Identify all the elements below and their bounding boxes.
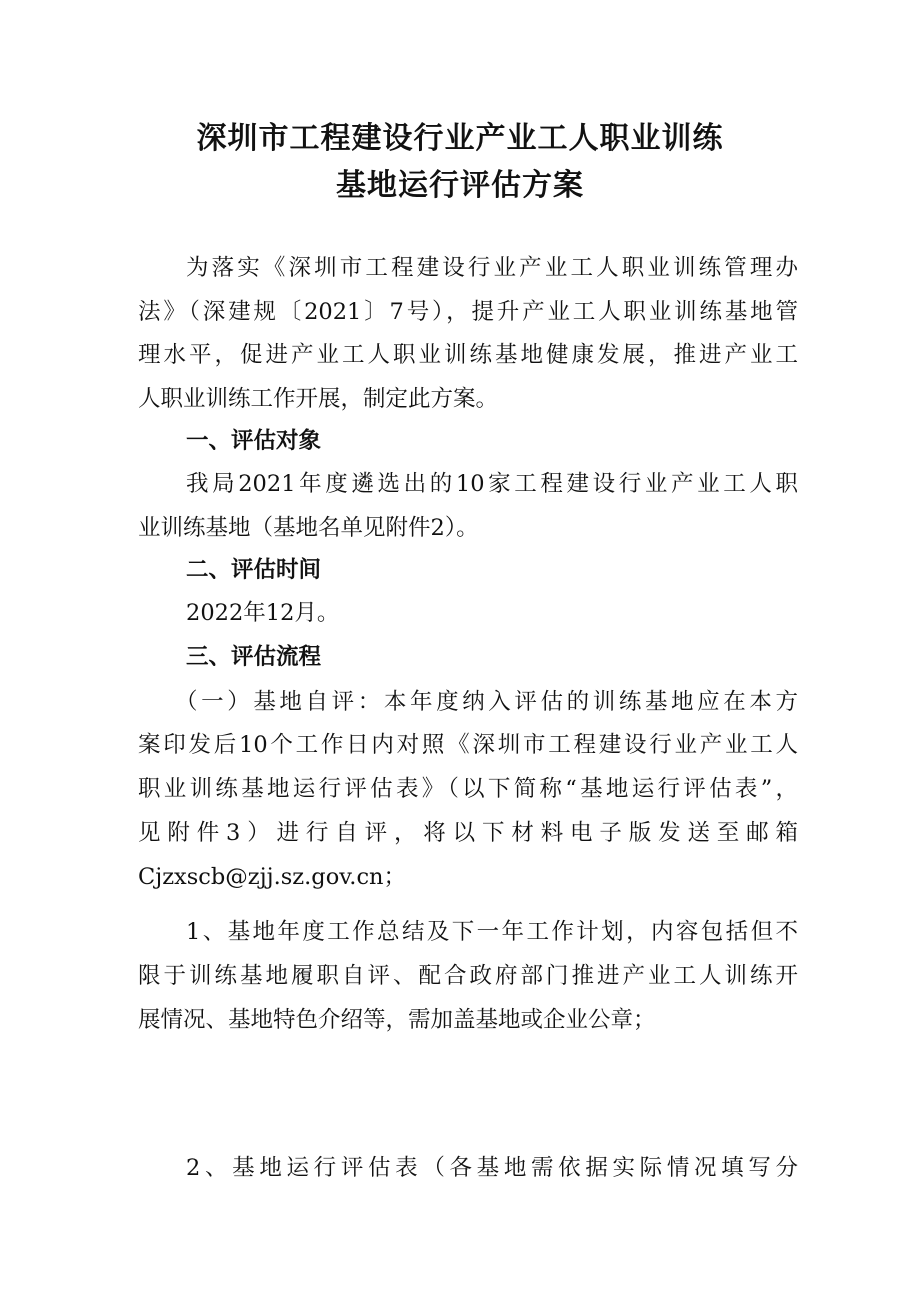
intro-line-1: 为落实《深圳市工程建设行业产业工人职业训练管理办 xyxy=(186,255,798,281)
section3-para1-email: Cjzxscb@zjj.sz.gov.cn； xyxy=(138,864,407,890)
section3-para1-line-1: （一）基地自评：本年度纳入评估的训练基地应在本方 xyxy=(175,689,798,715)
section1-line-1: 我局2021年度遴选出的10家工程建设行业产业工人职 xyxy=(186,471,798,497)
section3-para1-line-4: 见附件3）进行自评，将以下材料电子版发送至邮箱 xyxy=(138,820,798,846)
section-heading-evaluation-target: 一、评估对象 xyxy=(186,428,322,454)
intro-line-2: 法》（深建规〔2021〕7号），提升产业工人职业训练基地管 xyxy=(138,299,798,325)
section3-para1-line-2: 案印发后10个工作日内对照《深圳市工程建设行业产业工人 xyxy=(138,732,798,758)
item1-line-1: 1、基地年度工作总结及下一年工作计划，内容包括但不 xyxy=(186,919,798,945)
item2-line-1: 2、基地运行评估表（各基地需依据实际情况填写分 xyxy=(186,1155,798,1181)
document-title-line-1: 深圳市工程建设行业产业工人职业训练 xyxy=(196,121,724,156)
item1-line-3: 展情况、基地特色介绍等，需加盖基地或企业公章； xyxy=(138,1007,656,1033)
item1-line-2: 限于训练基地履职自评、配合政府部门推进产业工人训练开 xyxy=(138,963,798,989)
intro-line-4: 人职业训练工作开展，制定此方案。 xyxy=(138,386,499,412)
intro-line-3: 理水平，促进产业工人职业训练基地健康发展，推进产业工 xyxy=(138,342,798,368)
document-title-line-2: 基地运行评估方案 xyxy=(336,168,584,203)
section2-line-1: 2022年12月。 xyxy=(186,600,340,626)
section1-line-2: 业训练基地（基地名单见附件2）。 xyxy=(138,515,479,541)
section-heading-evaluation-time: 二、评估时间 xyxy=(186,557,322,583)
section3-para1-line-3: 职业训练基地运行评估表》（以下简称“基地运行评估表”， xyxy=(138,776,798,802)
section-heading-evaluation-process: 三、评估流程 xyxy=(186,644,322,670)
